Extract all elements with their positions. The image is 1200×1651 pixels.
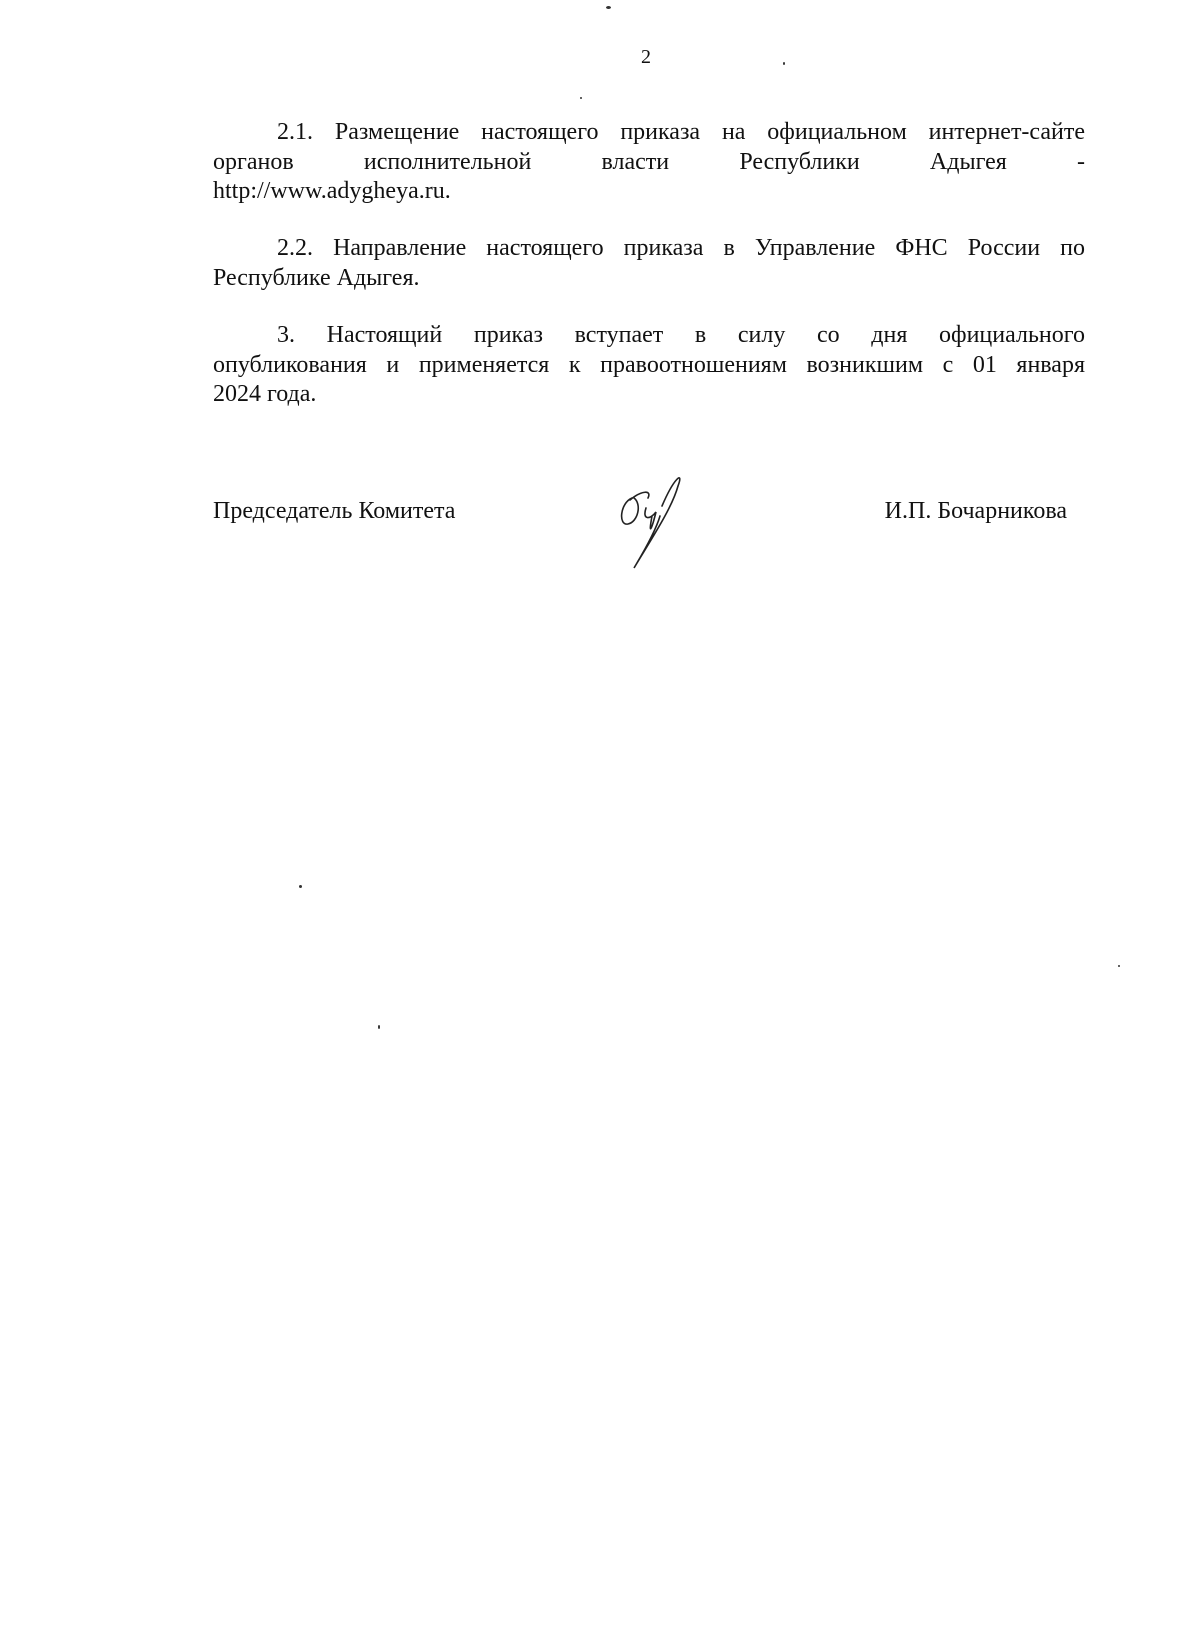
scan-speck	[783, 62, 785, 65]
handwritten-signature	[612, 468, 692, 578]
paragraph-2-2	[213, 234, 1085, 293]
paragraph-3	[213, 321, 1085, 410]
text-line: органов исполнительной власти Республики Адыгея -	[213, 148, 1085, 175]
text-line: Республике Адыгея.	[213, 264, 420, 291]
signatory-title: Председатель Комитета	[213, 498, 456, 524]
text-line: 2.1. Размещение настоящего приказа на официальном интернет-сайте	[277, 119, 1085, 145]
signatory-name: И.П. Бочарникова	[884, 498, 1067, 524]
text-line: 2024 года.	[213, 381, 317, 407]
page-number: 2	[641, 46, 651, 68]
scan-speck	[1118, 965, 1120, 967]
paragraph-2-1	[213, 118, 1085, 207]
scan-speck	[580, 97, 582, 99]
text-line: http://www.adygheya.ru.	[213, 178, 451, 204]
text-line: опубликования и применяется к правоотношениям возникшим с 01 января	[213, 351, 1085, 378]
text-line: 3. Настоящий приказ вступает в силу со дня официального	[277, 322, 1085, 348]
scan-speck	[606, 6, 611, 9]
scan-speck	[378, 1025, 380, 1029]
scan-speck	[299, 885, 302, 888]
text-line: 2.2. Направление настоящего приказа в Управление ФНС России по	[277, 235, 1085, 261]
